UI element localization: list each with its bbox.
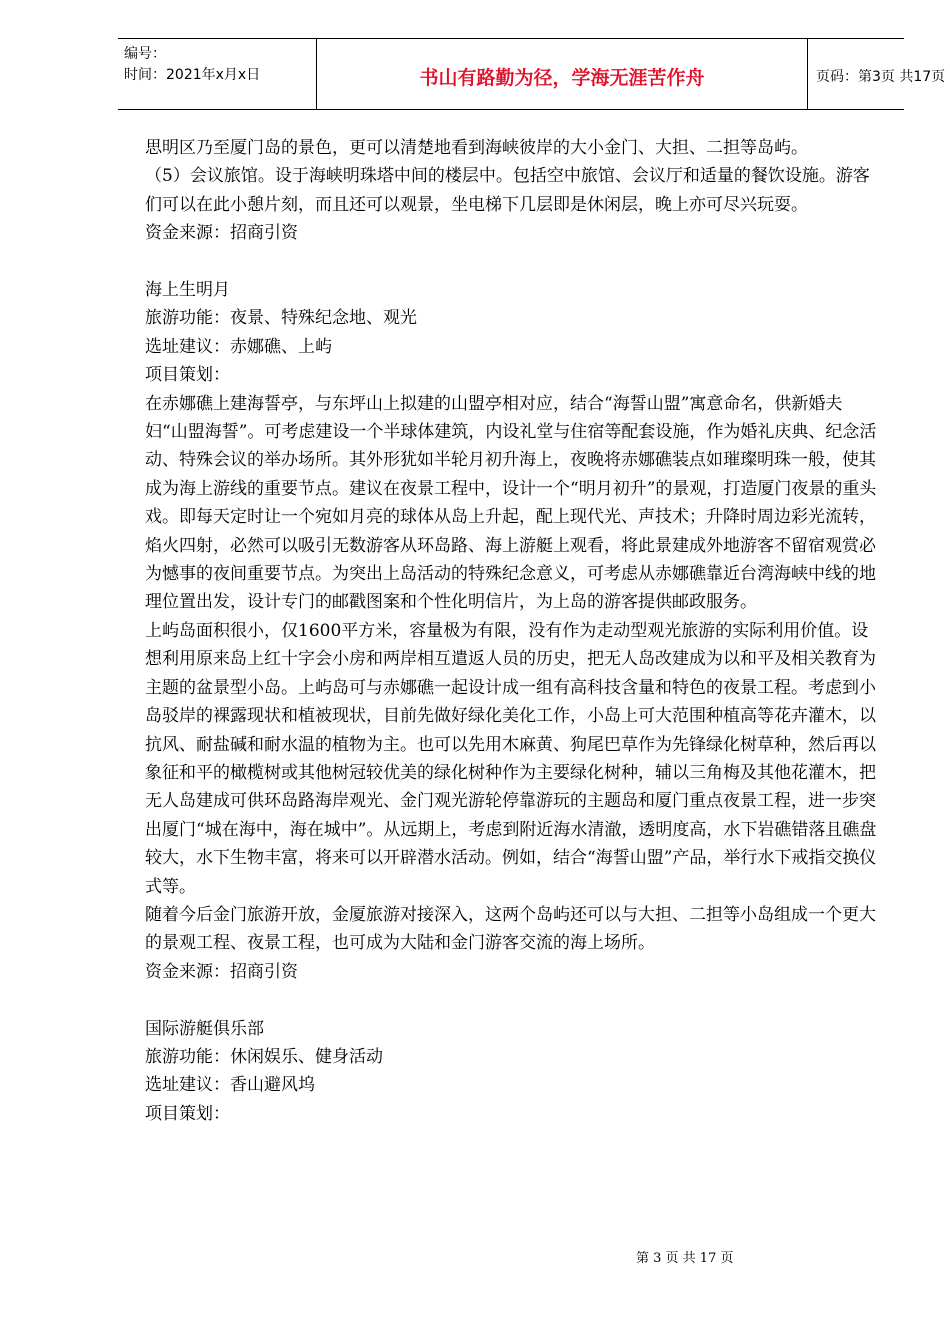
header-page-number: 页码：第3页 共17页: [816, 69, 946, 85]
header-motto: 书山有路勤为径，学海无涯苦作舟: [419, 67, 705, 89]
header-motto-cell: [316, 39, 808, 109]
document-time-label: 时间：2021年x月x日: [124, 67, 261, 83]
paragraph: （5）会议旅馆。设于海峡明珠塔中间的楼层中。包括空中旅馆、会议厅和适量的餐饮设施。游客们可以在此小憩片刻，而且还可以观景，坐电梯下几层即是休闲层，晚上亦可尽兴玩耍。: [145, 166, 870, 215]
document-number-label: 编号：: [124, 46, 166, 62]
paragraph: 项目策划：: [145, 1103, 230, 1124]
paragraph: 资金来源：招商引资: [145, 223, 298, 244]
paragraph: 在赤娜礁上建海誓亭，与东坪山上拟建的山盟亭相对应，结合“海誓山盟”寓意命名，供新婚夫妇“山盟海誓”。可考虑建设一个半球体建筑，内设礼堂与住宿等配套设施，作为婚礼庆典、纪念活动、特殊会议的举办场所。其外形犹如半轮月初升海上，夜晚将赤娜礁装点如璀璨明珠一般，使其成为海上游线的重要节点。建议在夜景工程中，设计一个“明月初升”的景观，打造厦门夜景的重头戏。即每天定时让一个宛如月亮的球体从岛上升起，配上现代光、声技术；升降时周边彩光流转，焰火四射，必然可以吸引无数游客从环岛路、海上游艇上观看，将此景建成外地游客不留宿观赏必为憾事的夜间重要节点。为突出上岛活动的特殊纪念意义，可考虑从赤娜礁靠近台湾海峡中线的地理位置出发，设计专门的邮戳图案和个性化明信片，为上岛的游客提供邮政服务。: [145, 393, 877, 613]
paragraph: 选址建议：赤娜礁、上屿: [145, 336, 332, 357]
paragraph: 随着今后金门旅游开放，金厦旅游对接深入，这两个岛屿还可以与大担、二担等小岛组成一个更大的景观工程、夜景工程，也可成为大陆和金门游客交流的海上场所。: [145, 904, 876, 954]
paragraph: 资金来源：招商引资: [145, 961, 298, 982]
paragraph: 旅游功能：夜景、特殊纪念地、观光: [145, 308, 417, 329]
section-title: 国际游艇俱乐部: [145, 1018, 264, 1039]
blank-line: [145, 248, 885, 276]
paragraph: 思明区乃至厦门岛的景色，更可以清楚地看到海峡彼岸的大小金门、大担、二担等岛屿。: [145, 138, 808, 158]
header-meta-cell: [118, 39, 316, 109]
page-header: [118, 38, 946, 110]
blank-line: [145, 986, 885, 1014]
paragraph: 上屿岛面积很小，仅1600平方米，容量极为有限，没有作为走动型观光旅游的实际利用价值。设想利用原来岛上红十字会小房和两岸相互遣返人员的历史，把无人岛改建成为以和平及相关教育为主题的盆景型小岛。上屿岛可与赤娜礁一起设计成一组有高科技含量和特色的夜景工程。考虑到小岛驳岸的裸露现状和植被现状，目前先做好绿化美化工作，小岛上可大范围种植高等花卉灌木，以抗风、耐盐碱和耐水温的植物为主。也可以先用木麻黄、狗尾巴草作为先锋绿化树草种，然后再以象征和平的橄榄树或其他树冠较优美的绿化树种作为主要绿化树种，辅以三角梅及其他花灌木，把无人岛建成可供环岛路海岸观光、金门观光游轮停靠游玩的主题岛和厦门重点夜景工程，进一步突出厦门“城在海中，海在城中”。从远期上，考虑到附近海水清澈，透明度高，水下岩礁错落且礁盘较大，水下生物丰富，将来可以开辟潜水活动。例如，结合“海誓山盟”产品，举行水下戒指交换仪式等。: [145, 620, 877, 897]
paragraph: 项目策划：: [145, 365, 230, 386]
page-footer: 第 3 页 共 17 页: [636, 1251, 734, 1266]
header-page-cell: [808, 39, 946, 109]
paragraph: 旅游功能：休闲娱乐、健身活动: [145, 1046, 383, 1067]
paragraph: 选址建议：香山避风坞: [145, 1075, 315, 1096]
document-body: [145, 134, 885, 1128]
section-title: 海上生明月: [145, 280, 230, 301]
